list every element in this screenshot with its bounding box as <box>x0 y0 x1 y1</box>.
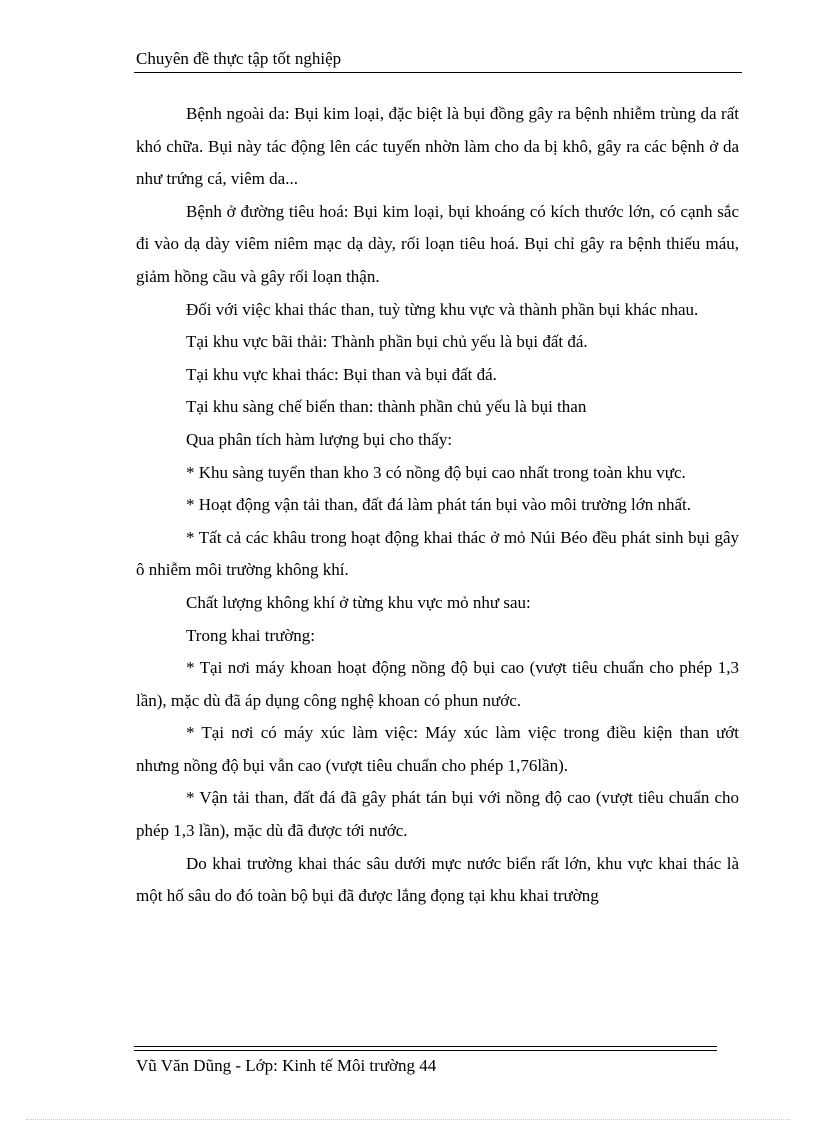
header-title: Chuyên đề thực tập tốt nghiệp <box>136 49 342 68</box>
document-body <box>136 98 739 913</box>
paragraph-waste-dump-area: Tại khu vực bãi thải: Thành phần bụi chủ yếu là bụi đất đá. <box>186 332 588 352</box>
paragraph-drilling: * Tại nơi máy khoan hoạt động nồng độ bụi cao (vượt tiêu chuẩn cho phép 1,3 lần), mặc dù đã áp dụng công nghệ khoan có phun nước. <box>136 658 739 710</box>
paragraph-analysis-intro: Qua phân tích hàm lượng bụi cho thấy: <box>186 429 453 449</box>
page-header <box>134 48 742 73</box>
paragraph-transport-dust: * Hoạt động vận tải than, đất đá làm phát tán bụi vào môi trường lớn nhất. <box>186 495 691 515</box>
paragraph-air-quality-intro: Chất lượng không khí ở từng khu vực mỏ như sau: <box>186 592 531 612</box>
paragraph-deep-pit: Do khai trường khai thác sâu dưới mực nước biển rất lớn, khu vực khai thác là một hố sâu do đó toàn bộ bụi đã được lắng đọng tại khu khai trường <box>136 853 739 906</box>
footer-author: Vũ Văn Dũng - Lớp: Kinh tế Môi trường 44 <box>136 1056 437 1075</box>
paragraph-all-stages: * Tất cả các khâu trong hoạt động khai thác ở mỏ Núi Béo đều phát sinh bụi gây ô nhiễm môi trường không khí. <box>136 527 739 580</box>
footer-rule-top <box>134 1046 717 1047</box>
paragraph-digestive-disease: Bệnh ở đường tiêu hoá: Bụi kim loại, bụi khoáng có kích thước lớn, có cạnh sắc đi vào dạ dày viêm niêm mạc dạ dày, rối loạn tiêu hoá. Bụi chỉ gây ra bệnh thiếu máu, giảm hồng cầu và gây rối loạn thận. <box>136 201 739 286</box>
paragraph-screening-area: Tại khu sàng chế biến than: thành phần chủ yếu là bụi than <box>186 397 587 417</box>
paragraph-transport: * Vận tải than, đất đá đã gây phát tán bụi với nồng độ cao (vượt tiêu chuẩn cho phép 1,3 lần), mặc dù đã được tới nước. <box>136 788 739 841</box>
paragraph-excavator: * Tại nơi có máy xúc làm việc: Máy xúc làm việc trong điều kiện than ướt nhưng nồng độ bụi vẫn cao (vượt tiêu chuẩn cho phép 1,76lần). <box>136 723 739 775</box>
paragraph-skin-disease: Bệnh ngoài da: Bụi kim loại, đặc biệt là bụi đồng gây ra bệnh nhiễm trùng da rất khó chữa. Bụi này tác động lên các tuyến nhờn làm cho da bị khô, gây ra các bệnh ở da như trứng cá, viêm da... <box>136 104 739 189</box>
page-edge-divider <box>26 1119 790 1120</box>
paragraph-coal-mining-dust: Đối với việc khai thác than, tuỳ từng khu vực và thành phần bụi khác nhau. <box>186 299 699 319</box>
paragraph-in-pit: Trong khai trường: <box>186 625 316 645</box>
paragraph-screening-warehouse: * Khu sàng tuyển than kho 3 có nồng độ bụi cao nhất trong toàn khu vực. <box>186 462 686 482</box>
paragraph-mining-area: Tại khu vực khai thác: Bụi than và bụi đất đá. <box>186 364 497 384</box>
footer-rule-bottom <box>134 1050 717 1051</box>
